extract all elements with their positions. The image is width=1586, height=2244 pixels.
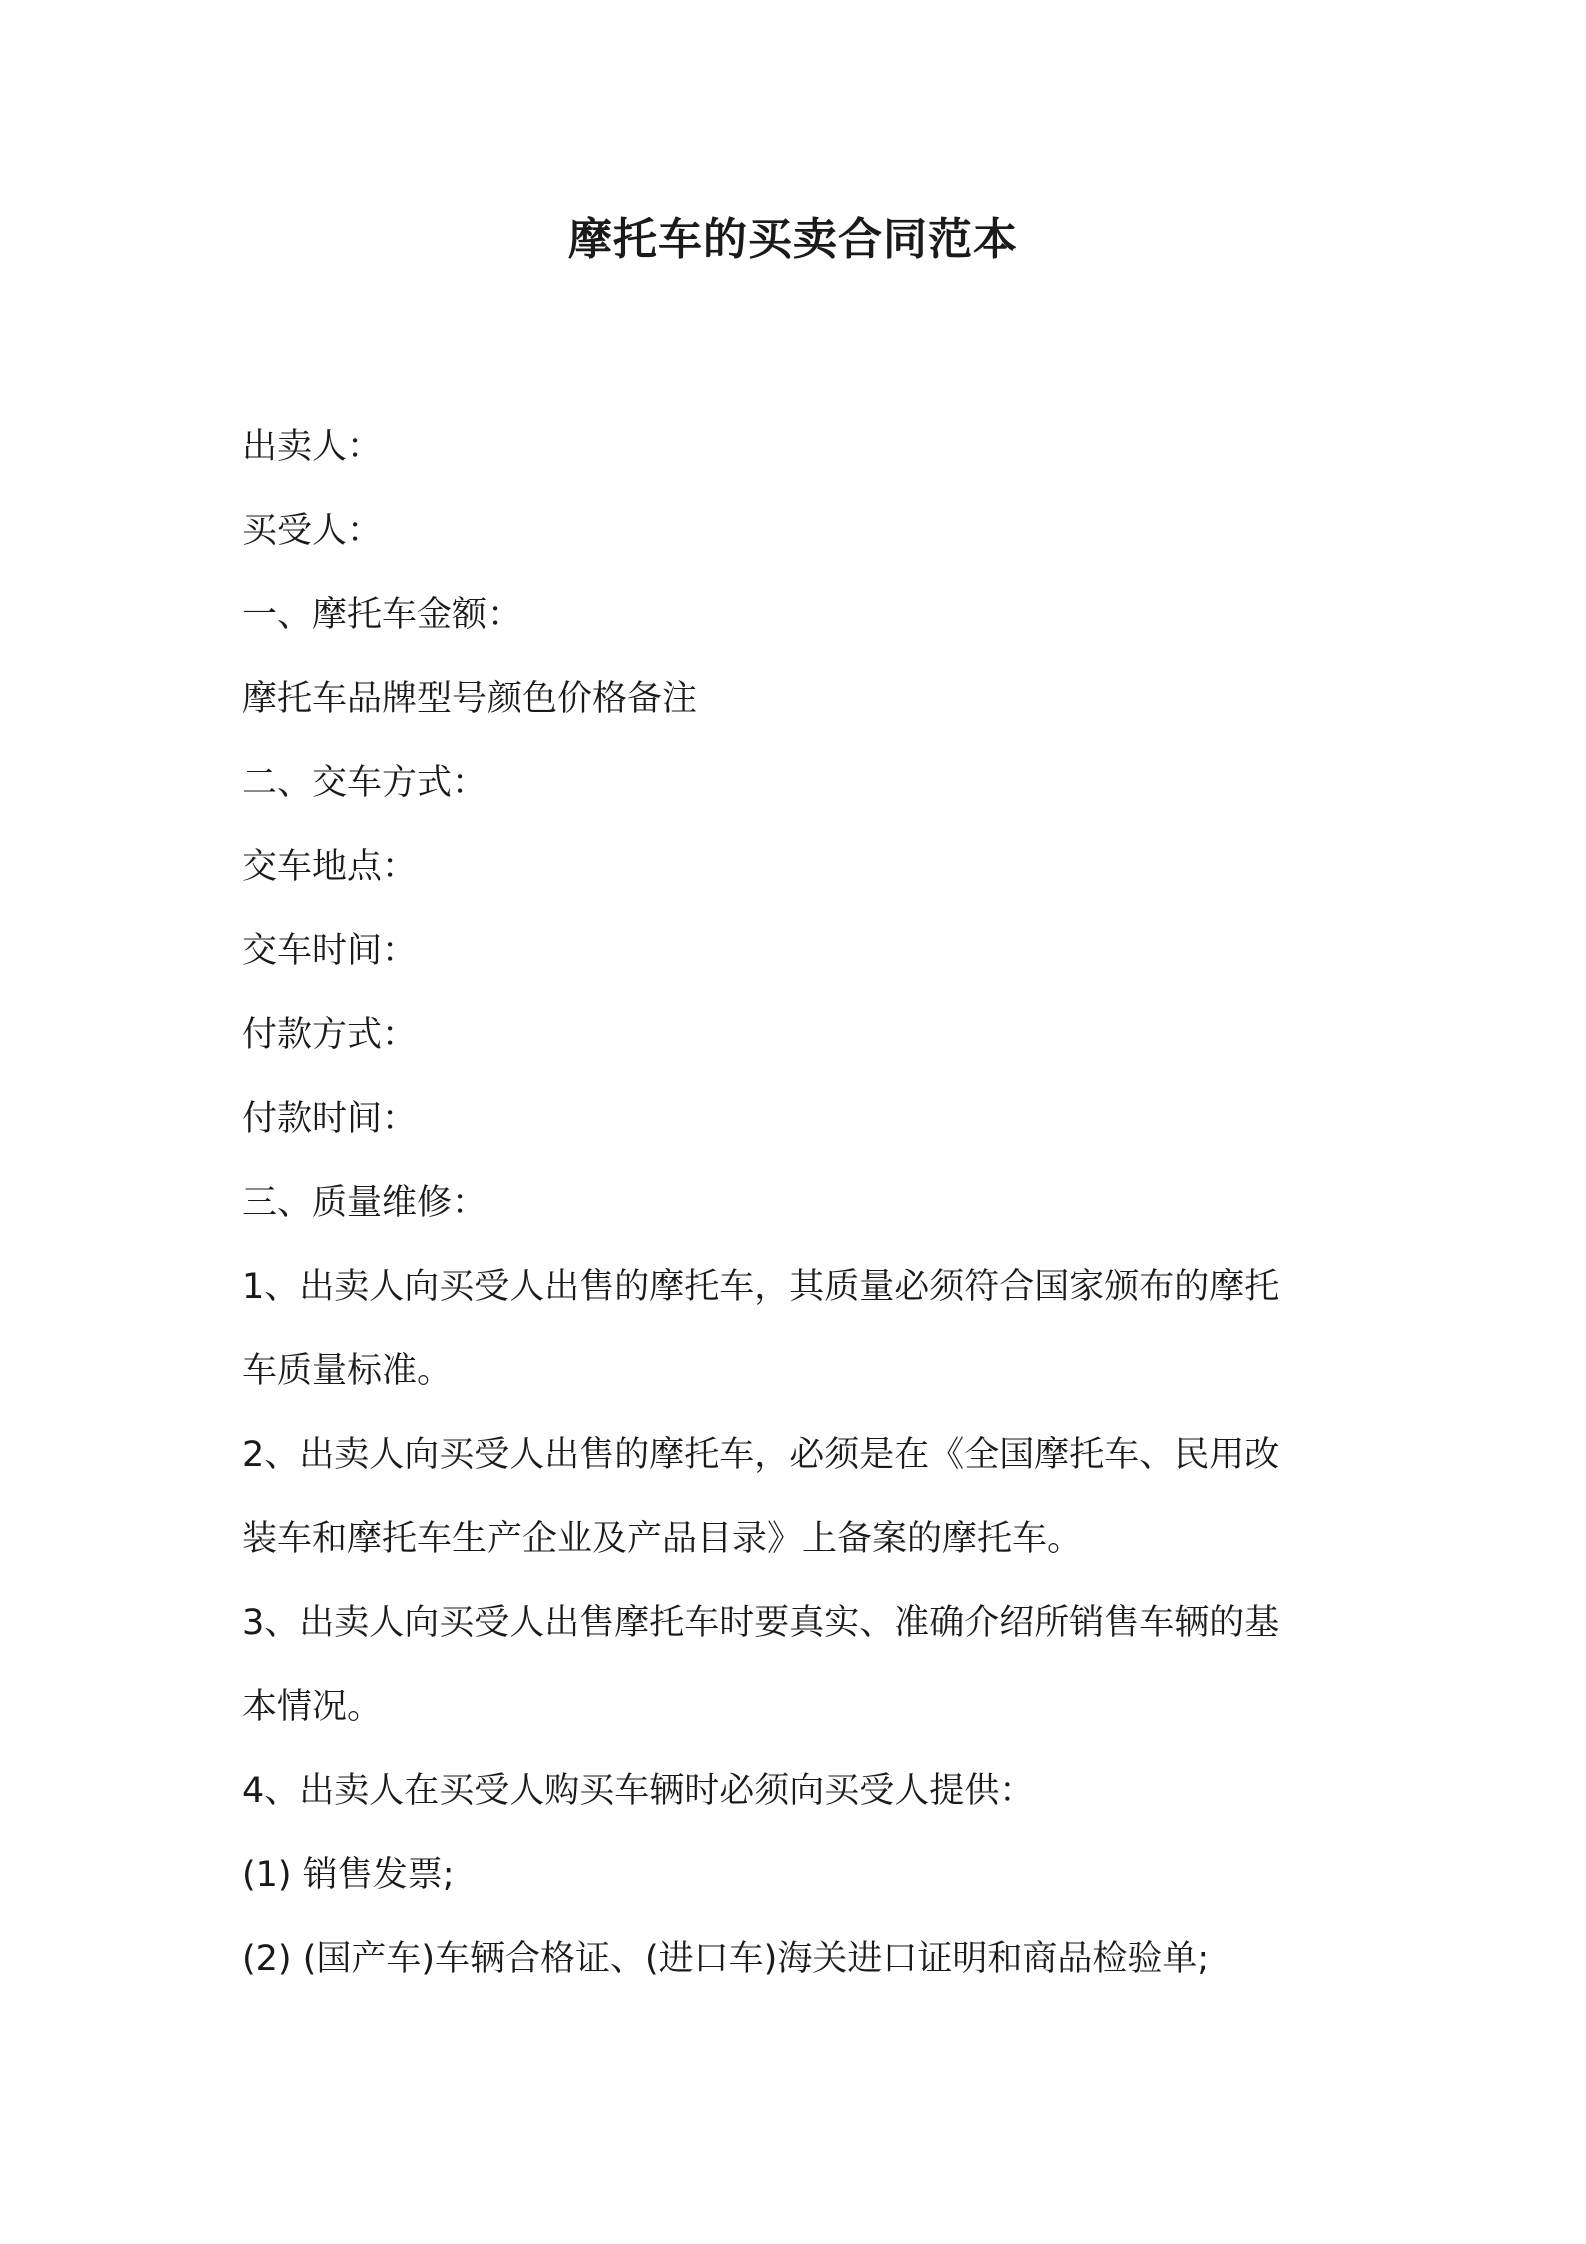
seller-line: 出卖人： xyxy=(242,427,383,467)
clause-4-line: 4、出卖人在买受人购买车辆时必须向买受人提供： xyxy=(242,1771,1035,1811)
section-1-heading: 一、摩托车金额： xyxy=(242,595,523,635)
clause-4-item-2: (2) (国产车)车辆合格证、(进口车)海关进口证明和商品检验单; xyxy=(242,1939,1210,1979)
clause-1-line-1: 1、出卖人向买受人出售的摩托车，其质量必须符合国家颁布的摩托 xyxy=(242,1267,1280,1307)
section-3-heading: 三、质量维修： xyxy=(242,1183,488,1223)
section-2-heading: 二、交车方式： xyxy=(242,763,488,803)
payment-time-line: 付款时间： xyxy=(242,1099,418,1139)
document-title: 摩托车的买卖合同范本 xyxy=(568,214,1018,265)
clause-2-line-1: 2、出卖人向买受人出售的摩托车，必须是在《全国摩托车、民用改 xyxy=(242,1435,1280,1475)
delivery-place-line: 交车地点： xyxy=(242,847,418,887)
clause-3-line-1: 3、出卖人向买受人出售摩托车时要真实、准确介绍所销售车辆的基 xyxy=(242,1603,1280,1643)
clause-2-line-2: 装车和摩托车生产企业及产品目录》上备案的摩托车。 xyxy=(242,1519,1083,1559)
delivery-time-line: 交车时间： xyxy=(242,931,418,971)
clause-1-line-2: 车质量标准。 xyxy=(242,1351,453,1391)
document-body xyxy=(242,405,1362,2001)
buyer-line: 买受人： xyxy=(242,511,383,551)
clause-4-item-1: (1) 销售发票; xyxy=(242,1855,455,1895)
payment-method-line: 付款方式： xyxy=(242,1015,418,1055)
motorcycle-columns-line: 摩托车品牌型号颜色价格备注 xyxy=(242,679,698,719)
clause-3-line-2: 本情况。 xyxy=(242,1687,383,1727)
